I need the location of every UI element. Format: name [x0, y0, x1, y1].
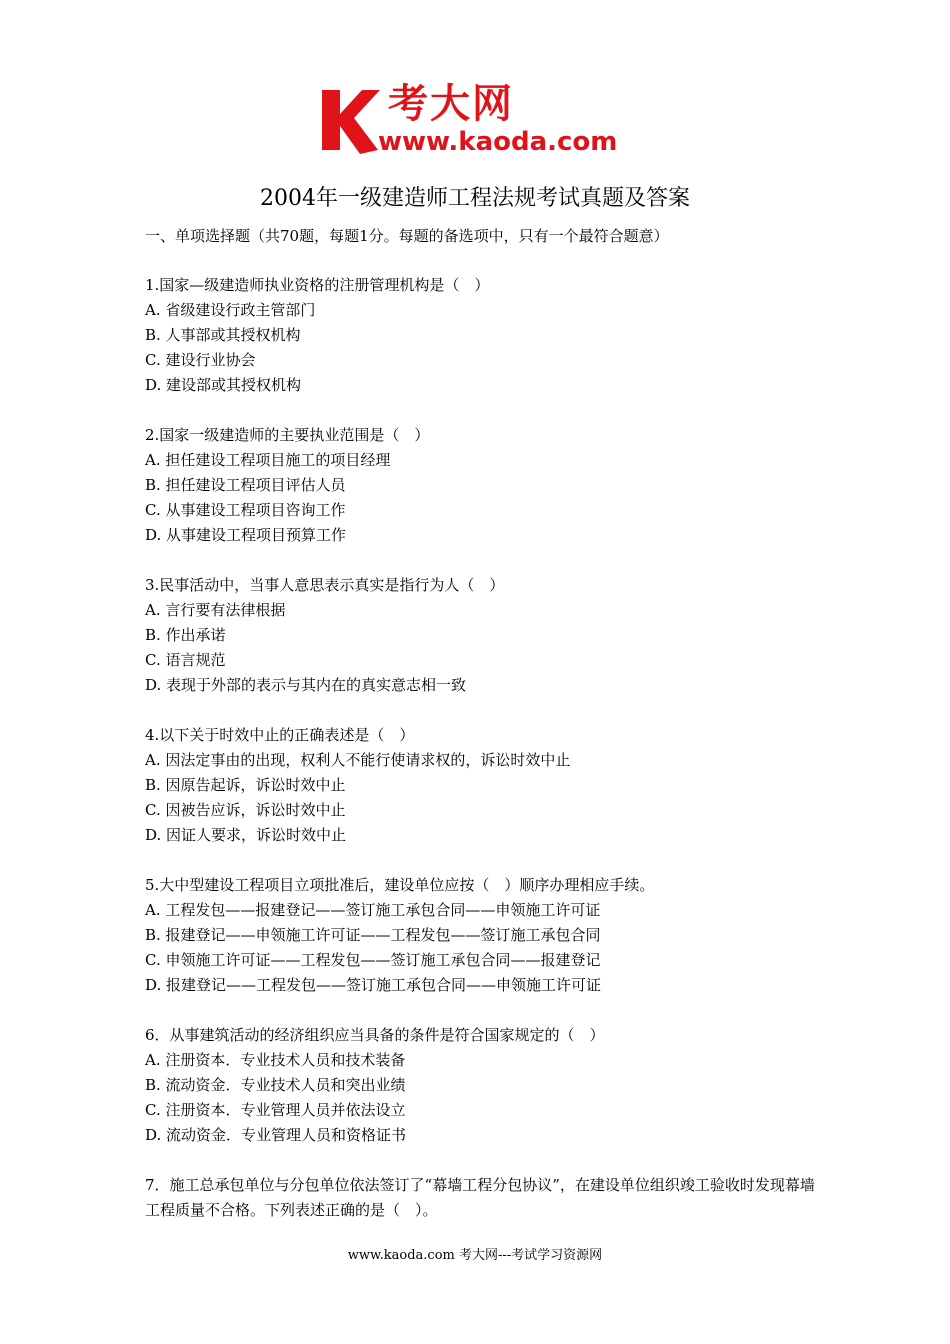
option-d: D. 建设部或其授权机构	[145, 376, 302, 394]
question-stem: 5.大中型建设工程项目立项批准后，建设单位应按（ ）顺序办理相应手续。	[145, 876, 655, 894]
option-b: B. 担任建设工程项目评估人员	[145, 476, 346, 494]
question-2	[145, 423, 815, 548]
question-4	[145, 723, 815, 848]
option-b: B. 人事部或其授权机构	[145, 326, 301, 344]
page-title: 2004年一级建造师工程法规考试真题及答案	[260, 186, 690, 211]
option-c: C. 申领施工许可证——工程发包——签订施工承包合同——报建登记	[145, 951, 601, 969]
question-5	[145, 873, 815, 998]
question-stem: 2.国家一级建造师的主要执业范围是（ ）	[145, 426, 430, 444]
question-list	[145, 273, 815, 1248]
option-d: D. 报建登记——工程发包——签订施工承包合同——申领施工许可证	[145, 976, 602, 994]
page-footer: www.kaoda.com 考大网---考试学习资源网	[347, 1248, 603, 1263]
question-7	[145, 1173, 815, 1223]
option-a: A. 省级建设行政主管部门	[145, 301, 316, 319]
option-c: C. 建设行业协会	[145, 351, 256, 369]
option-b: B. 流动资金．专业技术人员和突出业绩	[145, 1076, 406, 1094]
logo-brand-text: 考大网	[388, 81, 514, 127]
question-stem: 3.民事活动中，当事人意思表示真实是指行为人（ ）	[145, 576, 505, 594]
option-d: D. 流动资金．专业管理人员和资格证书	[145, 1126, 407, 1144]
option-c: C. 因被告应诉，诉讼时效中止	[145, 801, 346, 819]
option-b: B. 因原告起诉，诉讼时效中止	[145, 776, 346, 794]
option-c: C. 注册资本．专业管理人员并依法设立	[145, 1101, 406, 1119]
question-6	[145, 1023, 815, 1148]
option-a: A. 因法定事由的出现，权利人不能行使请求权的，诉讼时效中止	[145, 751, 571, 769]
question-1	[145, 273, 815, 398]
section-heading: 一、单项选择题（共70题，每题1分。每题的备选项中，只有一个最符合题意）	[145, 227, 669, 245]
kaoda-logo	[318, 80, 638, 160]
k-logo-icon	[318, 84, 382, 156]
question-3	[145, 573, 815, 698]
option-b: B. 报建登记——申领施工许可证——工程发包——签订施工承包合同	[145, 926, 601, 944]
option-c: C. 语言规范	[145, 651, 226, 669]
option-d: D. 表现于外部的表示与其内在的真实意志相一致	[145, 676, 467, 694]
option-d: D. 从事建设工程项目预算工作	[145, 526, 347, 544]
option-d: D. 因证人要求，诉讼时效中止	[145, 826, 347, 844]
option-c: C. 从事建设工程项目咨询工作	[145, 501, 346, 519]
question-stem: 7．施工总承包单位与分包单位依法签订了“幕墙工程分包协议”，在建设单位组织竣工验收时发现幕墙工程质量不合格。下列表述正确的是（ ）。	[145, 1176, 815, 1219]
option-a: A. 担任建设工程项目施工的项目经理	[145, 451, 391, 469]
question-stem: 4.以下关于时效中止的正确表述是（ ）	[145, 726, 415, 744]
option-a: A. 注册资本．专业技术人员和技术装备	[145, 1051, 406, 1069]
logo-url-text: www.kaoda.com	[378, 127, 618, 157]
question-stem: 6．从事建筑活动的经济组织应当具备的条件是符合国家规定的（ ）	[145, 1026, 605, 1044]
option-a: A. 言行要有法律根据	[145, 601, 286, 619]
option-a: A. 工程发包——报建登记——签订施工承包合同——申领施工许可证	[145, 901, 601, 919]
question-stem: 1.国家—级建造师执业资格的注册管理机构是（ ）	[145, 276, 490, 294]
option-b: B. 作出承诺	[145, 626, 226, 644]
